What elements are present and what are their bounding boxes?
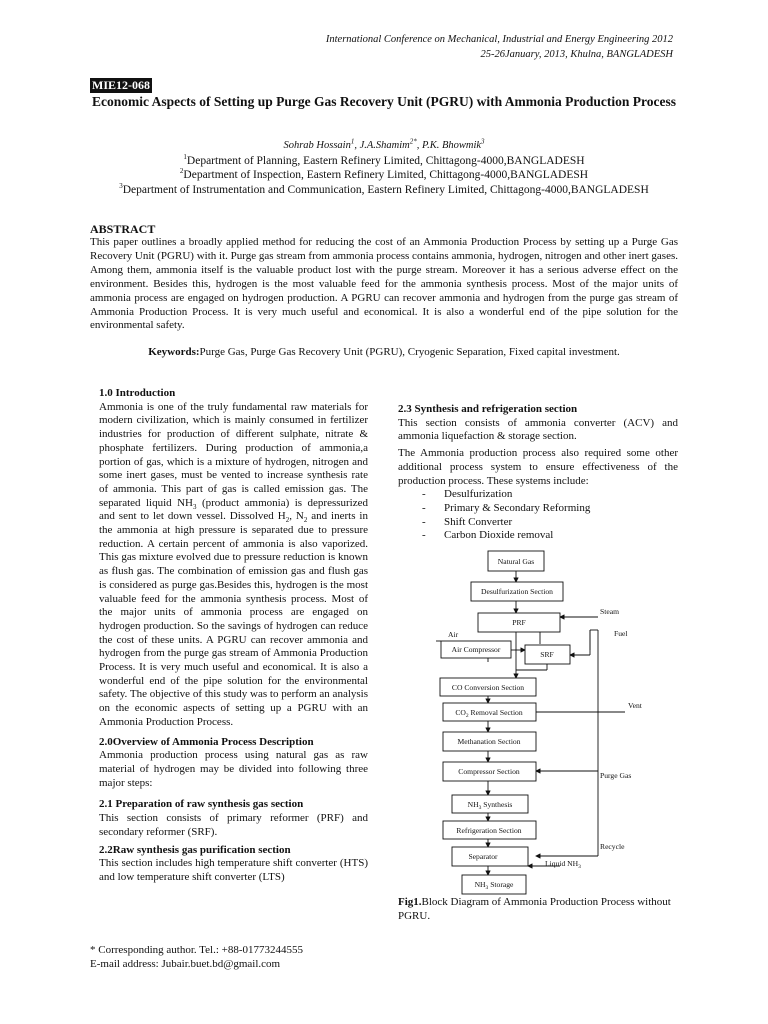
- author-3: P.K. Bhowmik: [422, 140, 482, 151]
- affiliation-2: $^2$Department of Inspection, Eastern Refinery Limited, Chittagong-4000,BANGLADESH: [179, 167, 589, 181]
- author-block: [90, 139, 678, 197]
- keywords: [90, 346, 678, 358]
- author-2-sup: 2*: [409, 137, 417, 146]
- natural-gas-label: Natural Gas: [497, 557, 535, 566]
- vent-label: Vent: [628, 701, 642, 710]
- author-1: Sohrab Hossain: [283, 140, 351, 151]
- section-2-3-text-2: The Ammonia production process also required some other additional process system to ensure effectiveness of the production process. These systems include:: [398, 447, 678, 487]
- conference-date-venue: 25-26January, 2013, Khulna, BANGLADESH: [480, 49, 673, 60]
- paper-title: Economic Aspects of Setting up Purge Gas Recovery Unit (PGRU) with Ammonia Production Process: [91, 94, 677, 109]
- author-2: J.A.Shamim: [359, 140, 410, 151]
- section-2-2-text: This section includes high temperature shift converter (HTS) and low temperature shift converter (LTS): [99, 857, 368, 883]
- email-address: E-mail address: Jubair.buet.bd@gmail.com: [90, 958, 281, 970]
- srf-label: SRF: [540, 650, 554, 659]
- conference-header: [326, 32, 673, 62]
- footnote: [90, 943, 303, 971]
- paper-id: MIE12-068: [92, 78, 150, 92]
- prf-label: PRF: [512, 618, 526, 627]
- intro-heading: 1.0 Introduction: [99, 387, 176, 399]
- co2-removal-label: $CO_2$ Removal Section: [455, 708, 523, 719]
- list-item: - Primary & Secondary Reforming: [422, 502, 678, 516]
- keywords-text: Purge Gas, Purge Gas Recovery Unit (PGRU), Cryogenic Separation, Fixed capital investment.: [199, 346, 620, 358]
- recycle-label: Recycle: [600, 842, 625, 851]
- section-2-2-heading: 2.2Raw synthesis gas purification section: [99, 843, 291, 856]
- methanation-label: Methanation Section: [457, 737, 521, 746]
- abstract-text: This paper outlines a broadly applied method for reducing the cost of an Ammonia Production Process by setting up a Purge Gas Recovery Unit (PGRU) with it. Purge gas stream from ammonia process contains ammonia, hydrogen, nitrogen and other inert gases. Among them, ammonia itself is the valuable product lost with the purge stream. Moreover it has a serious adverse effect on the environment. Besides this, hydrogen is the most valuable feed for the ammonia synthesis process. Most of the major units of ammonia process are engaged on hydrogen production. A PGRU can recover ammonia and hydrogen from the purge gas stream of Ammonia Production Process. It is very much useful and economical. It is also a wonderful end of the pipe solution for the environmental safety.: [90, 236, 678, 332]
- desulfurization-label: Desulfurization Section: [481, 587, 553, 596]
- affiliation-1: $^1$Department of Planning, Eastern Refinery Limited, Chittagong-4000,BANGLADESH: [183, 152, 585, 167]
- abstract-heading: ABSTRACT: [90, 222, 156, 236]
- corresponding-author: * Corresponding author. Tel.: +88-01773244555: [90, 944, 303, 956]
- nh3-synthesis-label: $NH_3$ Synthesis: [467, 800, 513, 811]
- author-3-sup: 3: [481, 137, 485, 146]
- section-2-1-heading: 2.1 Preparation of raw synthesis gas section: [99, 798, 304, 811]
- right-column: [398, 400, 678, 543]
- affiliation-3: $^3$Department of Instrumentation and Communication, Eastern Refinery Limited, Chittagong-4000,BANGLADESH: [119, 181, 649, 196]
- figure-caption-text: Block Diagram of Ammonia Production Process without PGRU.: [398, 896, 671, 922]
- co-conversion-label: CO Conversion Section: [451, 683, 525, 692]
- author-names: Sohrab Hossain$^1$, J.A.Shamim$^{2*}$, P.K. Bhowmik$^3$: [283, 137, 485, 151]
- figure-caption-label: Fig1.: [398, 896, 422, 908]
- liquid-nh3-label: Liquid $NH_3$: [545, 859, 581, 870]
- list-item: - Desulfurization: [422, 488, 678, 502]
- purge-gas-label: Purge Gas: [600, 771, 632, 780]
- author-1-sup: 1: [350, 137, 355, 146]
- compressor-label: Compressor Section: [458, 767, 520, 776]
- process-systems-list: [422, 488, 678, 543]
- fuel-label: Fuel: [614, 629, 628, 638]
- section-2-3-heading: 2.3 Synthesis and refrigeration section: [398, 403, 578, 415]
- separator-label: Separator: [468, 852, 498, 861]
- ammonia-process-block-diagram: [430, 546, 680, 896]
- intro-text: Ammonia is one of the truly fundamental raw materials for modern civilization, which is mainly consumed in fertilizer industries for production of different sulphate, nitrate & phosphate fertilizers. During production of ammonia,a portion of gas, which is a mixture of hydrogen, nitrogen and some inert gases, must be vented to increase synthesis rate of ammonia. This part of gas is called emission gas. The separated liquid $NH_3$ (product ammonia) is depressurized and sent to let down vessel. Dissolved $H_2$, $N_2$ and inerts in the ammonia at high pressure is separated due to pressure reduction. A certain percent of ammonia is also vaporized. This gas mixture evolved due to pressure reduction is known as flush gas. The combination of emission gas and flush gas is considered as purge gas.Besides this, hydrogen is the most valuable feed for the ammonia synthesis process. Most of the major units of ammonia process are engaged on hydrogen production. So the savings of hydrogen can reduce the cost of these units. A PGRU can recover ammonia and hydrogen from the purge gas stream of Ammonia Production Process. It is very much useful and economical. It is also a wonderful end of the pipe solution for the environmental safety. The objective of this study was to perform an analysis on the economic aspects of setting up a PGRU with an Ammonia Production Process.: [99, 400, 368, 728]
- overview-heading: 2.0Overview of Ammonia Process Description: [99, 735, 314, 748]
- section-2-3-text-1: This section consists of ammonia converter (ACV) and ammonia liquefaction & storage section.: [398, 416, 678, 443]
- air-label: Air: [448, 630, 459, 639]
- overview-text: Ammonia production process using natural gas as raw material of hydrogen may be divided into following three major steps:: [99, 749, 368, 789]
- conference-name: International Conference on Mechanical, Industrial and Energy Engineering 2012: [325, 34, 673, 45]
- refrigeration-label: Refrigeration Section: [456, 826, 522, 835]
- list-item: - Shift Converter: [422, 516, 678, 530]
- left-column: [99, 384, 368, 885]
- keywords-label: Keywords:: [148, 346, 200, 358]
- list-item: - Carbon Dioxide removal: [422, 529, 678, 543]
- steam-label: Steam: [600, 607, 619, 616]
- air-compressor-label: Air Compressor: [451, 645, 501, 654]
- figure-caption: [398, 896, 678, 923]
- section-2-1-text: This section consists of primary reformer (PRF) and secondary reformer (SRF).: [99, 812, 368, 838]
- nh3-storage-label: $NH_3$ Storage: [474, 880, 514, 891]
